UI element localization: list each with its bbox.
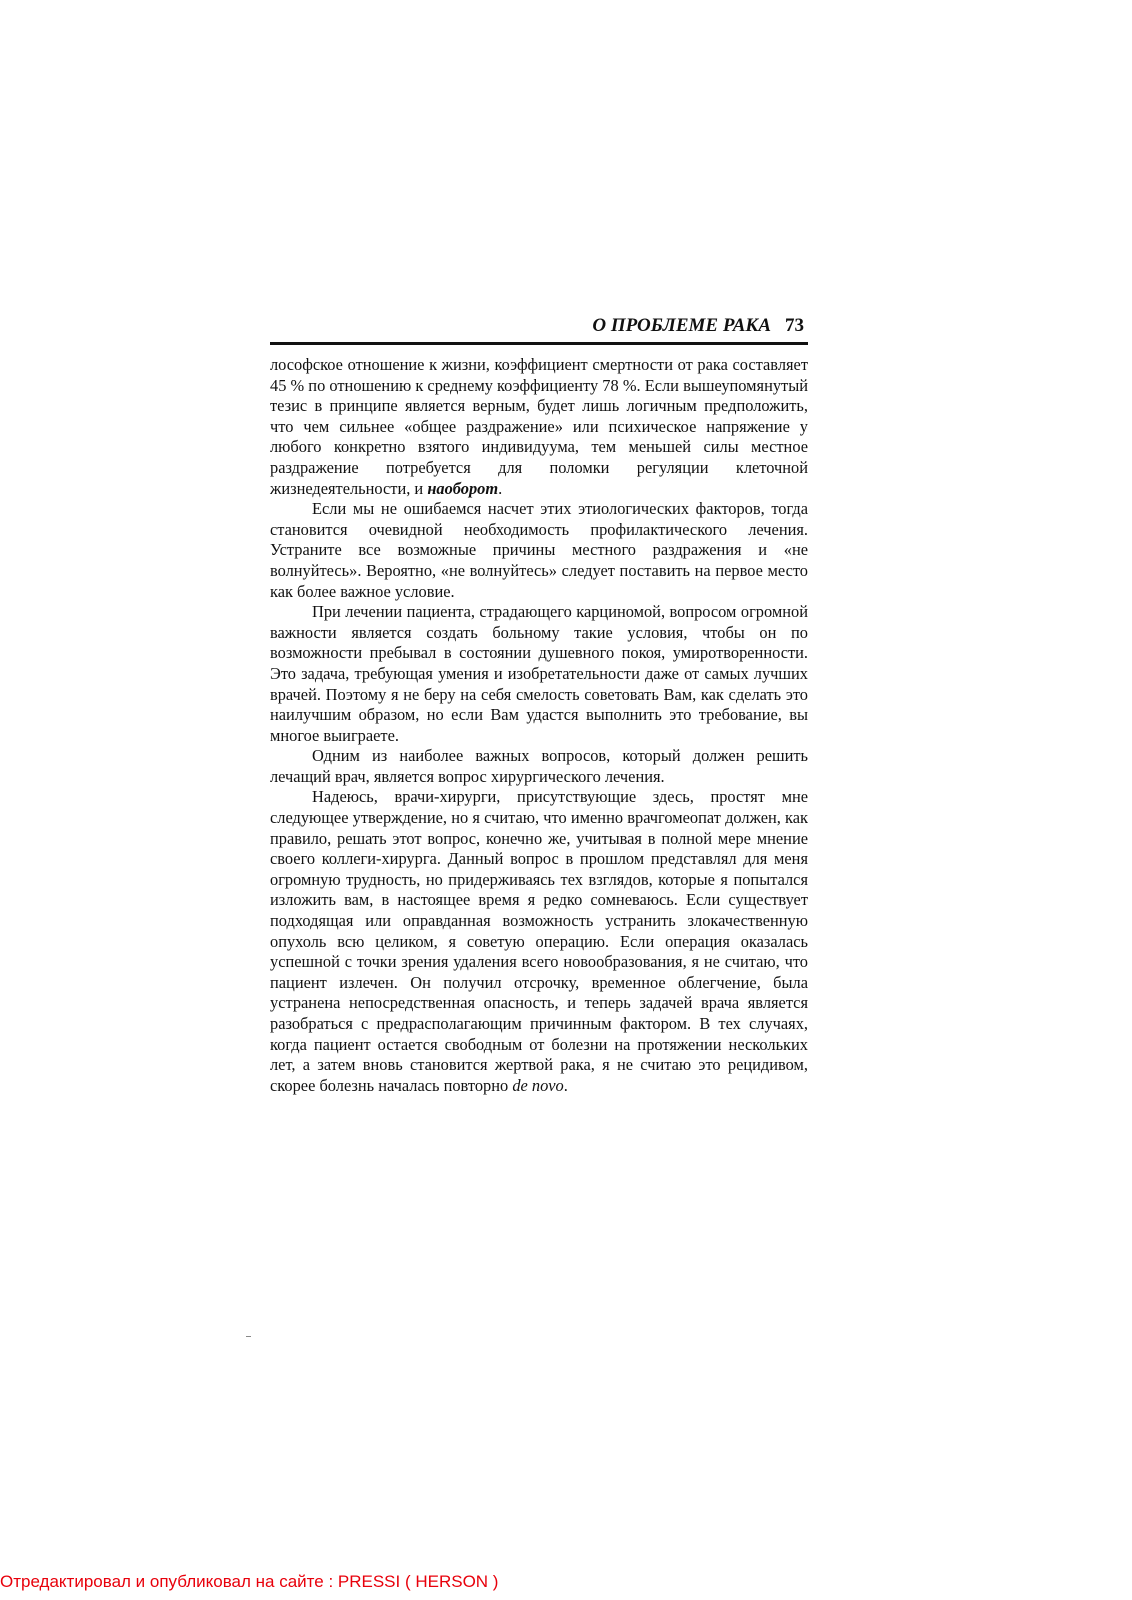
paragraph-tail: . xyxy=(498,478,503,498)
footer-credit: Отредактировал и опубликовал на сайте : PRESSI ( HERSON ) xyxy=(0,1572,499,1591)
paragraph-text: лософское отношение к жизни, коэффициент смертности от рака составляет 45 % по отношению к среднему коэффициенту 78 %. Если вышеупомянутый тезис в принципе является верным, будет лишь логичным предположить, что чем сильнее «общее раздражение» или психическое напряжение у любого конкретно взятого индивидуума, тем меньшей силы местное раздражение потребуется для поломки регуляции клеточной жизнедеятельности, и xyxy=(270,355,808,498)
paragraph: Одним из наиболее важных вопросов, который должен решить лечащий врач, является вопрос хирургического лечения. xyxy=(270,746,808,786)
scan-artifact xyxy=(246,1336,251,1337)
chapter-title: О ПРОБЛЕМЕ РАКА xyxy=(592,315,771,336)
book-page xyxy=(270,312,808,1096)
paragraph xyxy=(270,355,808,499)
paragraph: Если мы не ошибаемся насчет этих этиологических факторов, тогда становится очевидной необходимость профилактического лечения. Устраните все возможные причины местного раздражения и «не волнуйтесь». Вероятно, «не волнуйтесь» следует поставить на первое место как более важное условие. xyxy=(270,499,808,601)
running-header xyxy=(270,312,808,345)
page-number: 73 xyxy=(785,315,804,336)
body-text xyxy=(270,355,808,1096)
latin-phrase: de novo xyxy=(512,1075,564,1095)
paragraph xyxy=(270,787,808,1096)
paragraph: При лечении пациента, страдающего карциномой, вопросом огромной важности является создать больному такие условия, чтобы он по возможности пребывал в состоянии душевного покоя, умиротворенности. Это задача, требующая умения и изобретательности даже от самых лучших врачей. Поэтому я не беру на себя смелость советовать Вам, как сделать это наилучшим образом, но если Вам удастся выполнить это требование, вы многое выиграете. xyxy=(270,602,808,745)
paragraph-text: Надеюсь, врачи-хирурги, присутствующие здесь, простят мне следующее утверждение, но я считаю, что именно врачгомеопат должен, как правило, решать этот вопрос, конечно же, учитывая в полной мере мнение своего коллеги-хирурга. Данный вопрос в прошлом представлял для меня огромную трудность, но придерживаясь тех взглядов, которые я попытался изложить вам, в настоящее время я редко сомневаюсь. Если существует подходящая или оправданная возможность устранить злокачественную опухоль всю целиком, я советую операцию. Если операция оказалась успешной с точки зрения удаления всего новообразования, я не считаю, что пациент излечен. Он получил отсрочку, временное облегчение, была устранена непосредственная опасность, и теперь задачей врача является разобраться с предрасполагающим причинным фактором. В тех случаях, когда пациент остается свободным от болезни на протяжении нескольких лет, а затем вновь становится жертвой рака, я не считаю это рецидивом, скорее болезнь началась повторно xyxy=(270,787,808,1095)
paragraph-tail: . xyxy=(563,1075,568,1095)
emphasis-word: наоборот xyxy=(427,478,499,498)
